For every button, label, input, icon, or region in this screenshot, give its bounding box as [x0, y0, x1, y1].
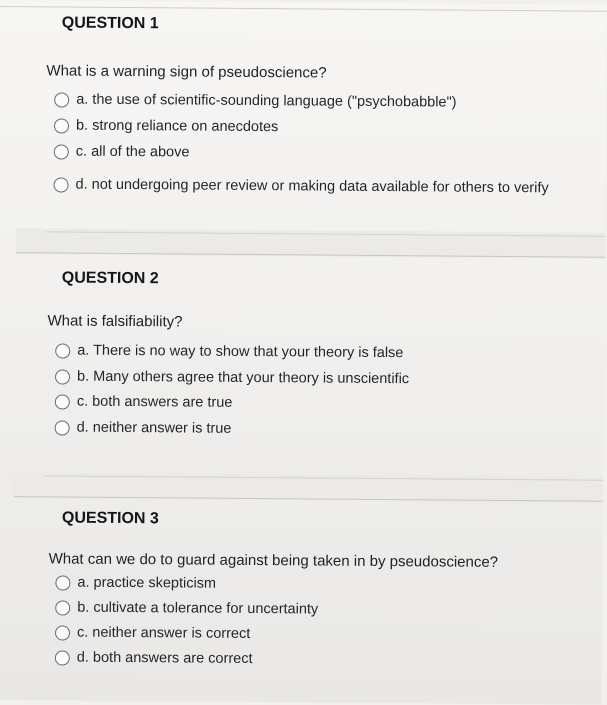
- option-label: a. the use of scientific-sounding language ("psychobabble"): [76, 91, 457, 111]
- option-b[interactable]: [54, 115, 278, 137]
- option-label: d. both answers are correct: [76, 649, 253, 668]
- top-divider: [0, 6, 607, 12]
- question-prompt: What is falsifiability?: [47, 312, 183, 331]
- option-a[interactable]: [55, 572, 216, 593]
- option-a[interactable]: [55, 340, 403, 363]
- radio-button[interactable]: [55, 650, 70, 665]
- radio-button[interactable]: [55, 625, 70, 640]
- option-label: d. neither answer is true: [76, 419, 232, 437]
- option-label: a. There is no way to show that your theory is false: [77, 342, 404, 362]
- option-label: a. practice skepticism: [77, 574, 217, 592]
- option-d[interactable]: [55, 417, 232, 438]
- question-1: [0, 0, 607, 197]
- radio-button[interactable]: [55, 575, 70, 590]
- option-label: b. cultivate a tolerance for uncertainty: [77, 599, 319, 618]
- radio-button[interactable]: [55, 420, 70, 435]
- radio-button[interactable]: [55, 394, 70, 409]
- option-label: c. both answers are true: [76, 393, 233, 411]
- section-divider: [16, 228, 605, 259]
- radio-button[interactable]: [54, 144, 69, 159]
- section-divider: [14, 472, 603, 503]
- question-title: QUESTION 3: [61, 509, 159, 528]
- radio-button[interactable]: [55, 343, 70, 358]
- option-label: c. neither answer is correct: [76, 624, 251, 642]
- question-prompt: What is a warning sign of pseudoscience?: [46, 62, 327, 82]
- option-b[interactable]: [55, 366, 409, 389]
- option-d[interactable]: [53, 174, 548, 198]
- question-title: QUESTION 2: [61, 269, 159, 288]
- option-label: c. all of the above: [75, 143, 190, 161]
- radio-button[interactable]: [55, 600, 70, 615]
- option-label: b. strong reliance on anecdotes: [75, 117, 279, 136]
- option-label: b. Many others agree that your theory is unscientific: [76, 368, 410, 388]
- option-label: d. not undergoing peer review or making data available for others to verify: [75, 176, 549, 197]
- option-c[interactable]: [55, 622, 250, 644]
- radio-button[interactable]: [53, 177, 68, 192]
- radio-button[interactable]: [54, 118, 69, 133]
- option-c[interactable]: [55, 391, 233, 412]
- option-a[interactable]: [54, 89, 456, 112]
- question-title: QUESTION 1: [61, 14, 159, 33]
- question-prompt: What can we do to guard against being taken in by pseudoscience?: [48, 550, 499, 571]
- option-d[interactable]: [55, 647, 253, 669]
- option-c[interactable]: [54, 141, 190, 162]
- option-b[interactable]: [55, 597, 318, 619]
- radio-button[interactable]: [55, 369, 70, 384]
- radio-button[interactable]: [54, 92, 69, 107]
